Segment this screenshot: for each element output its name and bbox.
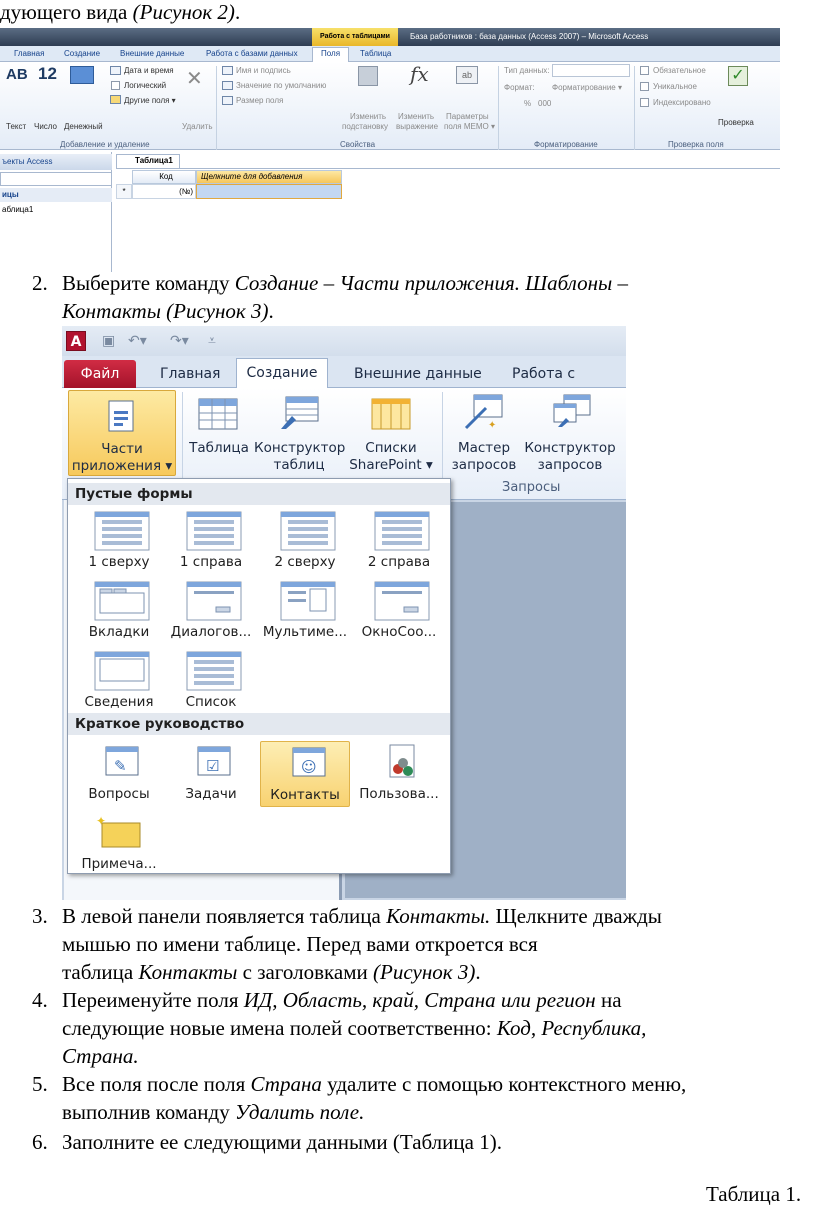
name-caption-button[interactable]: Имя и подпись [236, 66, 291, 75]
part-label: Вопросы [88, 786, 150, 802]
step-6-number: 6. [32, 1130, 48, 1154]
step-4-line3: Страна. [62, 1044, 139, 1068]
sharepoint-lists-icon [371, 398, 411, 430]
calendar-icon [110, 66, 121, 75]
query-wizard-icon [464, 394, 504, 430]
group-separator [498, 66, 499, 150]
tab-external-data[interactable]: Внешние данные [120, 49, 185, 58]
svg-text:☺: ☺ [301, 758, 317, 776]
unique-checkbox[interactable] [640, 82, 649, 91]
blank-form-multimedia-icon [280, 581, 336, 621]
step-3-line3: таблица Контакты с заголовками (Рисунок 3). [62, 960, 481, 984]
tab-create[interactable]: Создание [236, 358, 328, 389]
memo-icon: ab [456, 66, 478, 84]
step-4-line2: следующие новые имена полей соответственно: Код, Республика, [62, 1016, 647, 1040]
quick-start-questions-icon [94, 743, 150, 783]
app-parts-label-2: приложения ▾ [71, 458, 173, 474]
number-field-icon[interactable]: 12 [38, 64, 57, 83]
ribbon-tabs [62, 356, 626, 388]
tab-database-tools[interactable]: Работа с базами данных [206, 49, 298, 58]
step-5-line2: выполнив команду Удалить поле. [62, 1100, 365, 1124]
group-queries-label: Запросы [502, 480, 561, 495]
query-designer-icon [552, 394, 592, 428]
cell-add-field-new[interactable] [196, 184, 342, 199]
part-label: Задачи [185, 786, 237, 802]
default-value-button[interactable]: Значение по умолчанию [236, 81, 327, 90]
access-logo-icon: A [66, 331, 86, 351]
title-bar [0, 28, 780, 46]
text-field-icon[interactable]: AB [6, 66, 28, 83]
cell-code-new[interactable]: (№) [132, 184, 196, 199]
group-add-delete: Добавление и удаление [60, 140, 150, 149]
query-designer-label-1: Конструктор [524, 440, 616, 456]
nav-search-input[interactable] [0, 172, 112, 186]
table-label: Таблица [189, 440, 249, 456]
table-designer-icon [280, 396, 320, 430]
column-header-code[interactable]: Код [132, 170, 196, 184]
tab-fields[interactable]: Поля [312, 47, 349, 63]
quick-start-notes[interactable] [74, 811, 164, 877]
name-caption-icon [222, 66, 233, 75]
function-icon: fx [410, 62, 429, 86]
group-properties: Свойства [340, 140, 376, 149]
svg-text:✦: ✦ [96, 814, 107, 828]
checkbox-icon [111, 81, 120, 90]
required-checkbox[interactable] [640, 66, 649, 75]
delete-button[interactable]: Удалить [182, 122, 213, 131]
step-5-line1: Все поля после поля Страна удалите с помощью контекстного меню, [62, 1072, 687, 1096]
change-expression-line1[interactable]: Изменить [398, 112, 435, 121]
blank-form-two-top[interactable] [260, 509, 350, 575]
logical-button[interactable]: Логический [124, 81, 167, 90]
undo-icon[interactable]: ↶▾ [128, 333, 147, 349]
blank-form-list-icon [186, 651, 242, 691]
field-size-input[interactable]: Размер поля [236, 96, 284, 105]
redo-icon[interactable]: ↷▾ [170, 333, 189, 349]
tab-table[interactable]: Таблица [360, 49, 392, 58]
step-3-number: 3. [32, 904, 48, 928]
nav-item-table1[interactable]: аблица1 [2, 205, 34, 214]
part-label: 2 справа [367, 554, 431, 570]
format-select[interactable]: Форматирование ▾ [552, 83, 622, 92]
application-parts-icon [107, 399, 137, 433]
validation-button[interactable]: Проверка [718, 118, 754, 127]
table-button[interactable] [188, 390, 250, 476]
quick-access-toolbar [62, 326, 626, 356]
part-label: Мультиме... [262, 624, 348, 640]
table-caption: Таблица 1. [706, 1182, 802, 1206]
table-designer-label-1: Конструктор [254, 440, 346, 456]
part-label: Контакты [270, 787, 340, 803]
tab-create[interactable]: Создание [64, 49, 101, 58]
quick-start-tasks[interactable] [166, 741, 256, 807]
query-designer-button[interactable] [522, 390, 618, 476]
sharepoint-label-1: Списки [365, 440, 417, 456]
new-row-selector[interactable]: * [116, 184, 132, 199]
required-label: Обязательное [653, 66, 706, 75]
section-blank-forms: Пустые формы [68, 483, 450, 505]
percent-button[interactable]: % [524, 99, 532, 108]
column-header-add-field[interactable]: Щелкните для добавления [196, 170, 342, 184]
blank-form-dialog[interactable] [166, 579, 256, 645]
intro-line: дующего вида (Рисунок 2). [0, 0, 241, 24]
step-2-number: 2. [32, 271, 48, 295]
part-label: Пользова... [359, 786, 439, 802]
default-value-icon [222, 81, 233, 90]
table-designer-button[interactable] [254, 390, 344, 476]
application-parts-dropdown [67, 478, 451, 874]
delete-icon: ✕ [186, 68, 203, 90]
part-label: Список [185, 694, 237, 710]
lookup-icon [358, 66, 378, 86]
step-2-line2: Контакты (Рисунок 3). [62, 299, 274, 323]
figure-3-screenshot [62, 326, 626, 900]
svg-text:✦: ✦ [488, 420, 497, 430]
quick-start-users-icon [374, 743, 430, 783]
step-3-line1: В левой панели появляется таблица Контакты. Щелкните дважды [62, 904, 662, 928]
sharepoint-label-2: SharePoint ▾ [349, 457, 433, 473]
validation-icon: ✓ [728, 66, 748, 86]
quick-start-questions[interactable] [74, 741, 164, 807]
blank-form-dialog-icon [186, 581, 242, 621]
document-tab-table1[interactable]: Таблица1 [116, 154, 180, 168]
step-5-number: 5. [32, 1072, 48, 1096]
format-label: Формат: [504, 83, 535, 92]
query-designer-label-2: запросов [537, 457, 603, 473]
tab-home[interactable]: Главная [14, 49, 45, 58]
blank-form-tabs[interactable] [74, 579, 164, 645]
step-4-number: 4. [32, 988, 48, 1012]
application-parts-button[interactable] [68, 390, 176, 476]
table-designer-label-2: таблиц [273, 457, 325, 473]
part-label: 1 справа [179, 554, 243, 570]
part-label: Вкладки [88, 624, 150, 640]
blank-form-message-box-icon [374, 581, 430, 621]
step-2-line1: Выберите команду Создание – Части приложения. Шаблоны – [62, 271, 628, 295]
blank-form-list[interactable] [166, 649, 256, 715]
blank-form-multimedia[interactable] [260, 579, 350, 645]
part-label: Сведения [84, 694, 154, 710]
other-fields-icon [110, 95, 121, 104]
change-expression-line2[interactable]: выражение [396, 122, 439, 131]
field-size-icon [222, 96, 233, 105]
quick-start-tasks-icon [186, 743, 242, 783]
step-4-line1: Переименуйте поля ИД, Область, край, Страна или регион на [62, 988, 622, 1012]
query-wizard-label-2: запросов [451, 457, 517, 473]
number-button[interactable]: Число [34, 122, 58, 131]
part-label: 2 сверху [274, 554, 336, 570]
quick-start-contacts[interactable] [260, 741, 350, 807]
tab-database-tools[interactable]: Работа с [512, 366, 576, 382]
nav-pane-header[interactable]: ъекты Access [0, 154, 112, 170]
blank-form-one-right-icon [186, 511, 242, 551]
blank-form-details-icon [94, 651, 150, 691]
text-button[interactable]: Текст [6, 122, 27, 131]
change-lookup-line2[interactable]: подстановку [342, 122, 389, 131]
query-wizard-label-1: Мастер [457, 440, 511, 456]
figure-2-screenshot [0, 28, 780, 272]
blank-form-one-right[interactable] [166, 509, 256, 575]
datetime-button[interactable]: Дата и время [124, 66, 174, 75]
quick-start-contacts-icon [281, 744, 337, 784]
step-3-line2: мышью по имени таблице. Перед вами откроется вся [62, 932, 538, 956]
blank-form-two-top-icon [280, 511, 336, 551]
other-fields-button[interactable]: Другие поля ▾ [124, 96, 176, 105]
blank-form-two-right[interactable] [354, 509, 444, 575]
part-label: Диалогов... [170, 624, 252, 640]
window-title: База работников : база данных (Access 2007) – Microsoft Access [410, 32, 649, 41]
ribbon-tabs [0, 46, 780, 62]
group-separator [216, 66, 217, 150]
group-formatting: Форматирование [534, 140, 598, 149]
context-tab-label: Работа с таблицами [312, 28, 398, 46]
blank-form-two-right-icon [374, 511, 430, 551]
change-lookup-line1[interactable]: Изменить [350, 112, 387, 121]
file-tab[interactable]: Файл [64, 360, 136, 388]
part-label: Примеча... [81, 856, 157, 872]
blank-form-message-box[interactable] [354, 579, 444, 645]
thousands-button[interactable]: 000 [538, 99, 552, 108]
blank-form-one-top-icon [94, 511, 150, 551]
step-6-text: Заполните ее следующими данными (Таблица 1). [62, 1130, 502, 1154]
group-validation: Проверка поля [668, 140, 724, 149]
memo-params-line2[interactable]: поля MEMO ▾ [444, 122, 495, 131]
sharepoint-lists-button[interactable] [346, 390, 436, 476]
app-parts-label-1: Части [101, 441, 143, 457]
section-quick-start: Краткое руководство [68, 713, 450, 735]
quick-start-notes-icon [94, 813, 150, 853]
currency-button[interactable]: Денежный [64, 122, 103, 131]
table-icon [198, 398, 238, 430]
query-wizard-button[interactable] [448, 390, 520, 476]
svg-text:✎: ✎ [114, 757, 127, 775]
indexed-checkbox[interactable] [640, 98, 649, 107]
blank-form-details[interactable] [74, 649, 164, 715]
svg-text:☑: ☑ [206, 757, 220, 775]
data-type-select[interactable] [552, 64, 630, 77]
customize-qat-icon[interactable]: ⩡ [208, 333, 216, 349]
navigation-pane [0, 152, 112, 272]
part-label: 1 сверху [88, 554, 150, 570]
tab-external-data[interactable]: Внешние данные [354, 366, 482, 382]
currency-field-icon[interactable] [70, 66, 94, 84]
blank-form-tabs-icon [94, 581, 150, 621]
indexed-label: Индексировано [653, 98, 711, 107]
quick-start-users[interactable] [354, 741, 444, 807]
memo-params-line1[interactable]: Параметры [446, 112, 489, 121]
data-type-label: Тип данных: [504, 66, 550, 75]
unique-label: Уникальное [653, 82, 697, 91]
tab-home[interactable]: Главная [160, 366, 221, 382]
group-separator [634, 66, 635, 150]
part-label: ОкноСоо... [361, 624, 437, 640]
blank-form-one-top[interactable] [74, 509, 164, 575]
ribbon-fields [0, 62, 780, 150]
nav-section-tables[interactable]: ицы [0, 188, 112, 202]
save-icon[interactable]: ▣ [102, 333, 116, 349]
